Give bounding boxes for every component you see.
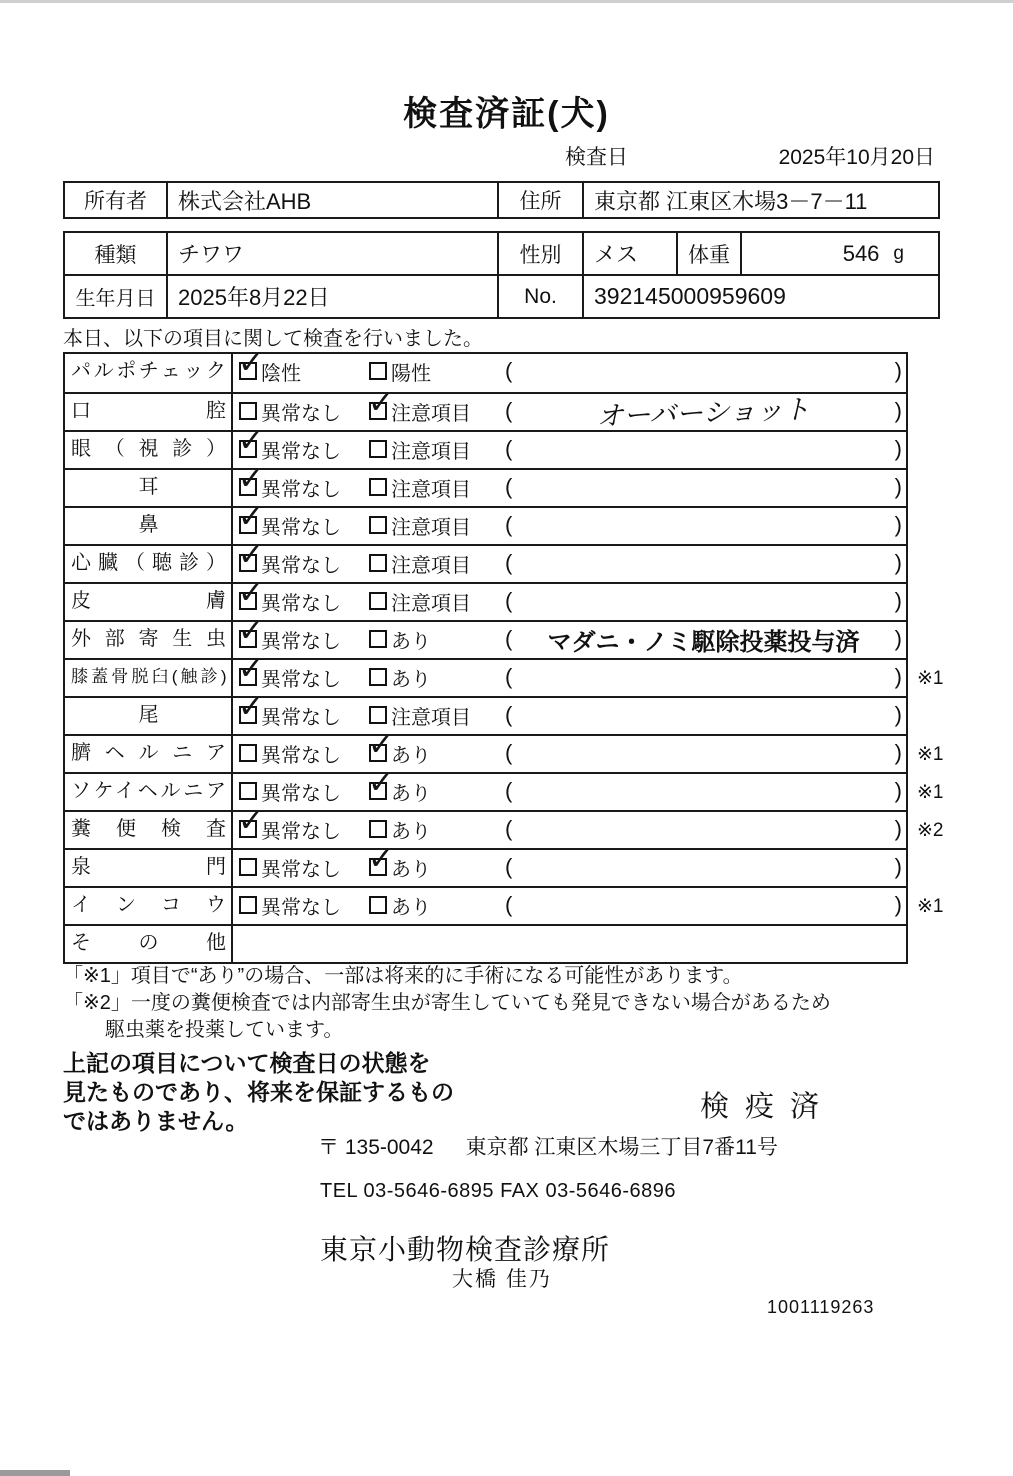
open-paren: ( (505, 588, 513, 613)
close-paren: ) (894, 892, 902, 917)
open-paren: ( (505, 626, 513, 651)
row-body (233, 546, 906, 582)
open-paren: ( (505, 436, 513, 461)
option2-label: あり (391, 858, 431, 881)
option-2 (369, 584, 471, 618)
exam-item-label: 膝蓋骨脱臼(触診) (65, 660, 233, 696)
footnote-mark: ※1 (917, 782, 944, 803)
table-row (65, 620, 906, 658)
owner-row (65, 183, 938, 217)
close-paren: ) (894, 588, 902, 613)
option2-label: あり (391, 630, 431, 653)
exam-item-label: 口腔 (65, 394, 233, 430)
serial-number: 1001119263 (767, 1297, 875, 1317)
exam-item-label: 尾 (65, 698, 233, 734)
option-2 (369, 850, 431, 884)
row-body (233, 584, 906, 620)
open-paren: ( (505, 854, 513, 879)
table-row (65, 430, 906, 468)
checkbox-option1[interactable] (239, 362, 257, 380)
option2-label: あり (391, 820, 431, 843)
birthdate-value: 2025年8月22日 (166, 276, 497, 317)
checkbox-option2[interactable] (369, 896, 387, 914)
checkbox-option1[interactable] (239, 782, 257, 800)
row-body (233, 850, 906, 886)
table-row (65, 924, 906, 962)
footnote-mark: ※2 (917, 820, 944, 841)
checkbox-option2[interactable] (369, 706, 387, 724)
exam-item-label: 外部寄生虫 (65, 622, 233, 658)
table-row (65, 848, 906, 886)
row-body (233, 926, 906, 962)
option-2 (369, 354, 431, 388)
row-body (233, 393, 906, 433)
exam-date-value: 2025年10月20日 (778, 146, 935, 169)
close-paren: ) (894, 358, 902, 383)
disclaimer-line-2: 見たものであり、将来を保証するもの (63, 1079, 454, 1105)
breed-value: チワワ (166, 233, 497, 274)
note-text: マダニ・ノミ駆除投薬投与済 (547, 628, 860, 656)
checkbox-option1[interactable] (239, 516, 257, 534)
row-body (233, 888, 906, 924)
option2-label: あり (391, 744, 431, 767)
open-paren: ( (505, 358, 513, 383)
exam-checklist-table (63, 352, 944, 964)
checkbox-option1[interactable] (239, 896, 257, 914)
clinic-name: 東京小動物検査診療所 (320, 1234, 611, 1265)
remarks-field (505, 622, 902, 656)
option-1 (239, 354, 301, 388)
checkbox-option1[interactable] (239, 440, 257, 458)
weight-unit: g (893, 242, 904, 264)
option-2 (369, 660, 431, 694)
exam-item-label: ソケイヘルニア (65, 774, 233, 810)
option1-label: 異常なし (261, 858, 341, 881)
option1-label: 異常なし (261, 820, 341, 843)
option-1 (239, 812, 341, 846)
option-2 (369, 394, 471, 428)
exam-date-label: 検査日 (565, 146, 628, 169)
option-2 (369, 432, 471, 466)
remarks-field (505, 812, 902, 846)
table-row (65, 772, 944, 810)
footnote-mark: ※1 (917, 744, 944, 765)
row-body (233, 470, 906, 506)
option1-label: 異常なし (261, 592, 341, 615)
remarks-field (505, 546, 902, 580)
postal-code: 〒 135-0042 (318, 1136, 434, 1159)
close-paren: ) (894, 512, 902, 537)
checkbox-option1[interactable] (239, 592, 257, 610)
checkbox-option2[interactable] (369, 402, 387, 420)
remarks-field (505, 774, 902, 808)
open-paren: ( (505, 702, 513, 727)
checkbox-option2[interactable] (369, 592, 387, 610)
open-paren: ( (505, 512, 513, 537)
option1-label: 異常なし (261, 630, 341, 653)
pet-row-1 (65, 233, 938, 274)
table-row (65, 468, 906, 506)
checkbox-option1[interactable] (239, 820, 257, 838)
table-row (65, 582, 906, 620)
checkbox-option1[interactable] (239, 668, 257, 686)
close-paren: ) (894, 474, 902, 499)
footnotes-block (63, 963, 831, 1044)
checkbox-option1[interactable] (239, 630, 257, 648)
row-body (233, 508, 906, 544)
close-paren: ) (894, 626, 902, 651)
table-row (65, 886, 944, 924)
remarks-field (505, 393, 902, 433)
option2-label: 注意項目 (391, 554, 471, 577)
option1-label: 異常なし (261, 782, 341, 805)
remarks-field (505, 736, 902, 770)
checkbox-option2[interactable] (369, 858, 387, 876)
open-paren: ( (505, 550, 513, 575)
open-paren: ( (505, 398, 513, 423)
weight-label: 体重 (676, 233, 740, 274)
exam-item-label: 鼻 (65, 508, 233, 544)
option1-label: 異常なし (261, 896, 341, 919)
option2-label: 注意項目 (391, 516, 471, 539)
examiner-name: 大橋 佳乃 (452, 1268, 552, 1291)
weight-value-cell (740, 233, 938, 274)
remarks-field (505, 584, 902, 618)
option-1 (239, 888, 341, 922)
address-value: 東京都 江東区木場3－7－11 (582, 183, 938, 217)
checkbox-option1[interactable] (239, 402, 257, 420)
table-row (65, 658, 944, 696)
scan-artifact-top (0, 0, 1013, 3)
exam-item-label: 泉門 (65, 850, 233, 886)
checkbox-option1[interactable] (239, 744, 257, 762)
table-row (65, 506, 906, 544)
option1-label: 異常なし (261, 706, 341, 729)
table-row (65, 810, 944, 848)
exam-item-label: 耳 (65, 470, 233, 506)
checkbox-option2[interactable] (369, 744, 387, 762)
exam-item-label: 糞便検査 (65, 812, 233, 848)
row-body (233, 774, 906, 810)
checkbox-option2[interactable] (369, 478, 387, 496)
close-paren: ) (894, 778, 902, 803)
checkbox-option2[interactable] (369, 440, 387, 458)
option-1 (239, 736, 341, 770)
option-2 (369, 546, 471, 580)
option-2 (369, 774, 431, 808)
option1-label: 異常なし (261, 744, 341, 767)
pet-table (63, 231, 940, 319)
option1-label: 異常なし (261, 478, 341, 501)
exam-item-label: その他 (65, 926, 233, 962)
remarks-field (505, 660, 902, 694)
row-body (233, 354, 906, 392)
row-body (233, 736, 906, 772)
clinic-address-line (318, 1131, 778, 1161)
tel-fax-line: TEL 03-5646-6895 FAX 03-5646-6896 (320, 1180, 677, 1202)
exam-item-label: 心臓（聴診） (65, 546, 233, 582)
row-body (233, 622, 906, 658)
option2-label: あり (391, 896, 431, 919)
remarks-field (505, 470, 902, 504)
sex-value: メス (582, 233, 676, 274)
open-paren: ( (505, 474, 513, 499)
checkbox-option2[interactable] (369, 782, 387, 800)
close-paren: ) (894, 740, 902, 765)
option2-label: 注意項目 (391, 706, 471, 729)
open-paren: ( (505, 664, 513, 689)
checkbox-option1[interactable] (239, 858, 257, 876)
option2-label: 陽性 (391, 362, 431, 385)
close-paren: ) (894, 664, 902, 689)
close-paren: ) (894, 854, 902, 879)
open-paren: ( (505, 892, 513, 917)
option-1 (239, 850, 341, 884)
option1-label: 異常なし (261, 402, 341, 425)
exam-item-label: 眼（視診） (65, 432, 233, 468)
pet-row-2 (65, 274, 938, 317)
option-2 (369, 622, 431, 656)
remarks-field (505, 432, 902, 466)
row-body (233, 698, 906, 734)
exam-item-label: インコウ (65, 888, 233, 924)
document-title: 検査済証(犬) (403, 95, 610, 133)
option2-label: 注意項目 (391, 402, 471, 425)
open-paren: ( (505, 740, 513, 765)
clinic-address: 東京都 江東区木場三丁目7番11号 (465, 1136, 778, 1159)
row-body (233, 660, 906, 696)
address-label: 住所 (497, 183, 582, 217)
weight-value: 546 (842, 240, 880, 266)
checkbox-option2[interactable] (369, 554, 387, 572)
option1-label: 異常なし (261, 440, 341, 463)
disclaimer-line-3: ではありません。 (63, 1108, 249, 1134)
option-2 (369, 470, 471, 504)
disclaimer-block (63, 1049, 454, 1136)
footnote-2: 「※2」一度の糞便検査では内部寄生虫が寄生していても発見できない場合があるため (63, 992, 831, 1014)
row-body (233, 432, 906, 468)
checkbox-option1[interactable] (239, 478, 257, 496)
exam-item-label: 皮膚 (65, 584, 233, 620)
quarantine-stamp: 検疫済 (700, 1091, 836, 1123)
checkbox-option2[interactable] (369, 820, 387, 838)
disclaimer-line-1: 上記の項目について検査日の状態を (63, 1050, 431, 1076)
owner-table (63, 181, 940, 219)
table-row (65, 544, 906, 582)
close-paren: ) (894, 702, 902, 727)
birthdate-label: 生年月日 (75, 288, 156, 310)
remarks-field (505, 850, 902, 884)
intro-statement: 本日、以下の項目に関して検査を行いました。 (63, 328, 483, 350)
remarks-field (505, 354, 902, 388)
option1-label: 異常なし (261, 554, 341, 577)
owner-value: 株式会社AHB (166, 183, 497, 217)
option1-label: 異常なし (261, 516, 341, 539)
close-paren: ) (894, 398, 902, 423)
row-body (233, 812, 906, 848)
scan-artifact-bottom (0, 1470, 70, 1476)
sex-label: 性別 (497, 233, 582, 274)
option1-label: 陰性 (261, 362, 301, 385)
checkbox-option2[interactable] (369, 630, 387, 648)
number-value: 392145000959609 (582, 276, 938, 317)
checkbox-option2[interactable] (369, 362, 387, 380)
table-row (65, 392, 906, 433)
option1-label: 異常なし (261, 668, 341, 691)
remarks-field (505, 888, 902, 922)
option2-label: 注意項目 (391, 440, 471, 463)
footnote-mark: ※1 (917, 896, 944, 917)
option2-label: あり (391, 782, 431, 805)
note-text: オーバーショット (596, 393, 811, 433)
checkbox-option2[interactable] (369, 516, 387, 534)
table-row (65, 696, 906, 734)
checkbox-option1[interactable] (239, 554, 257, 572)
footnote-mark: ※1 (917, 668, 944, 689)
close-paren: ) (894, 816, 902, 841)
option2-label: あり (391, 668, 431, 691)
table-row (65, 354, 906, 392)
footnote-1: 「※1」項目で“あり”の場合、一部は将来的に手術になる可能性があります。 (63, 965, 743, 987)
close-paren: ) (894, 436, 902, 461)
option2-label: 注意項目 (391, 592, 471, 615)
close-paren: ) (894, 550, 902, 575)
owner-label: 所有者 (84, 190, 147, 213)
exam-item-label: パルポチェック (65, 354, 233, 392)
table-row (65, 734, 944, 772)
option-2 (369, 888, 431, 922)
option-2 (369, 508, 471, 542)
option-1 (239, 698, 341, 732)
checkbox-option1[interactable] (239, 706, 257, 724)
option2-label: 注意項目 (391, 478, 471, 501)
exam-item-label: 臍ヘルニア (65, 736, 233, 772)
remarks-field (505, 508, 902, 542)
remarks-field (505, 698, 902, 732)
open-paren: ( (505, 778, 513, 803)
breed-label: 種類 (94, 243, 137, 267)
footnote-2-continued: 駆虫薬を投薬しています。 (105, 1019, 344, 1041)
checkbox-option2[interactable] (369, 668, 387, 686)
open-paren: ( (505, 816, 513, 841)
number-label: No. (497, 276, 582, 317)
